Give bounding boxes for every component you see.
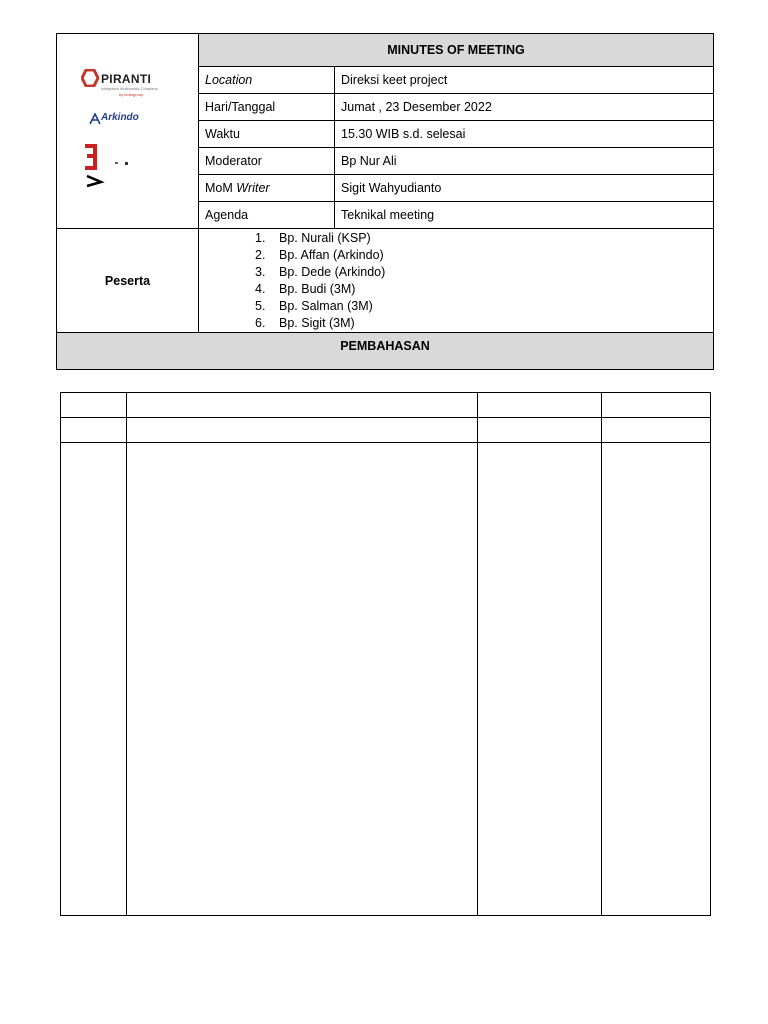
- peserta-item: [255, 315, 707, 332]
- writer-value: Sigit Wahyudianto: [335, 175, 714, 202]
- peserta-item-name: Bp. Dede (Arkindo): [279, 264, 386, 279]
- peserta-item-number: 3.: [255, 264, 266, 279]
- date-value: Jumat , 23 Desember 2022: [335, 94, 714, 121]
- moderator-label: Moderator: [199, 148, 335, 175]
- peserta-item: [255, 298, 707, 315]
- discussion-cell[interactable]: [602, 443, 711, 916]
- peserta-item-name: Bp. Affan (Arkindo): [279, 247, 384, 262]
- peserta-item: [255, 281, 707, 298]
- discussion-cell[interactable]: [127, 443, 478, 916]
- time-value: 15.30 WIB s.d. selesai: [335, 121, 714, 148]
- peserta-item-number: 4.: [255, 281, 266, 296]
- pembahasan-title: PEMBAHASAN: [57, 333, 714, 370]
- discussion-cell[interactable]: [478, 443, 602, 916]
- discussion-cell[interactable]: [602, 393, 711, 418]
- peserta-item-name: Bp. Nurali (KSP): [279, 230, 371, 245]
- writer-label-prefix: MoM: [205, 181, 237, 195]
- piranti-tagline: Integrated Multimedia Company: [101, 86, 158, 91]
- arkindo-mark-icon: [89, 113, 101, 125]
- peserta-item-number: 5.: [255, 298, 266, 313]
- peserta-item-name: Bp. Budi (3M): [279, 281, 356, 296]
- minutes-title: MINUTES OF MEETING: [199, 34, 714, 67]
- discussion-cell[interactable]: [61, 443, 127, 916]
- discussion-cell[interactable]: [127, 418, 478, 443]
- discussion-cell[interactable]: [127, 393, 478, 418]
- arkindo-name: Arkindo: [101, 112, 139, 123]
- discussion-header-row: [61, 393, 711, 418]
- discussion-subheader-row: [61, 418, 711, 443]
- writer-label: [199, 175, 335, 202]
- time-label: Waktu: [199, 121, 335, 148]
- location-label: Location: [199, 67, 335, 94]
- peserta-item: [255, 247, 707, 264]
- agenda-value: Teknikal meeting: [335, 202, 714, 229]
- peserta-item: [255, 264, 707, 281]
- peserta-item-name: Bp. Sigit (3M): [279, 315, 355, 330]
- location-value: Direksi keet project: [335, 67, 714, 94]
- date-label: Hari/Tanggal: [199, 94, 335, 121]
- peserta-item-number: 2.: [255, 247, 266, 262]
- piranti-logo: [81, 68, 161, 98]
- peserta-label: Peserta: [57, 229, 199, 333]
- discussion-cell[interactable]: [478, 393, 602, 418]
- discussion-cell[interactable]: [61, 393, 127, 418]
- peserta-item: [255, 230, 707, 247]
- peserta-item-name: Bp. Salman (3M): [279, 298, 373, 313]
- moderator-value: Bp Nur Ali: [335, 148, 714, 175]
- peserta-item-number: 6.: [255, 315, 266, 330]
- discussion-cell[interactable]: [478, 418, 602, 443]
- piranti-name: PIRANTI: [101, 72, 152, 86]
- agenda-label: Agenda: [199, 202, 335, 229]
- peserta-item-number: 1.: [255, 230, 266, 245]
- discussion-body-row: [61, 443, 711, 916]
- discussion-cell[interactable]: [602, 418, 711, 443]
- 3m-logo-icon: [81, 142, 141, 188]
- piranti-mark-icon: [81, 69, 99, 87]
- peserta-list: [205, 230, 707, 332]
- discussion-cell[interactable]: [61, 418, 127, 443]
- logo-cell: [57, 34, 199, 229]
- minutes-header-table: [56, 33, 714, 370]
- piranti-group: by kmetgroup: [119, 92, 144, 97]
- peserta-list-cell: [199, 229, 714, 333]
- discussion-table: [60, 392, 711, 916]
- writer-label-suffix: Writer: [236, 181, 270, 195]
- arkindo-logo: [89, 112, 159, 126]
